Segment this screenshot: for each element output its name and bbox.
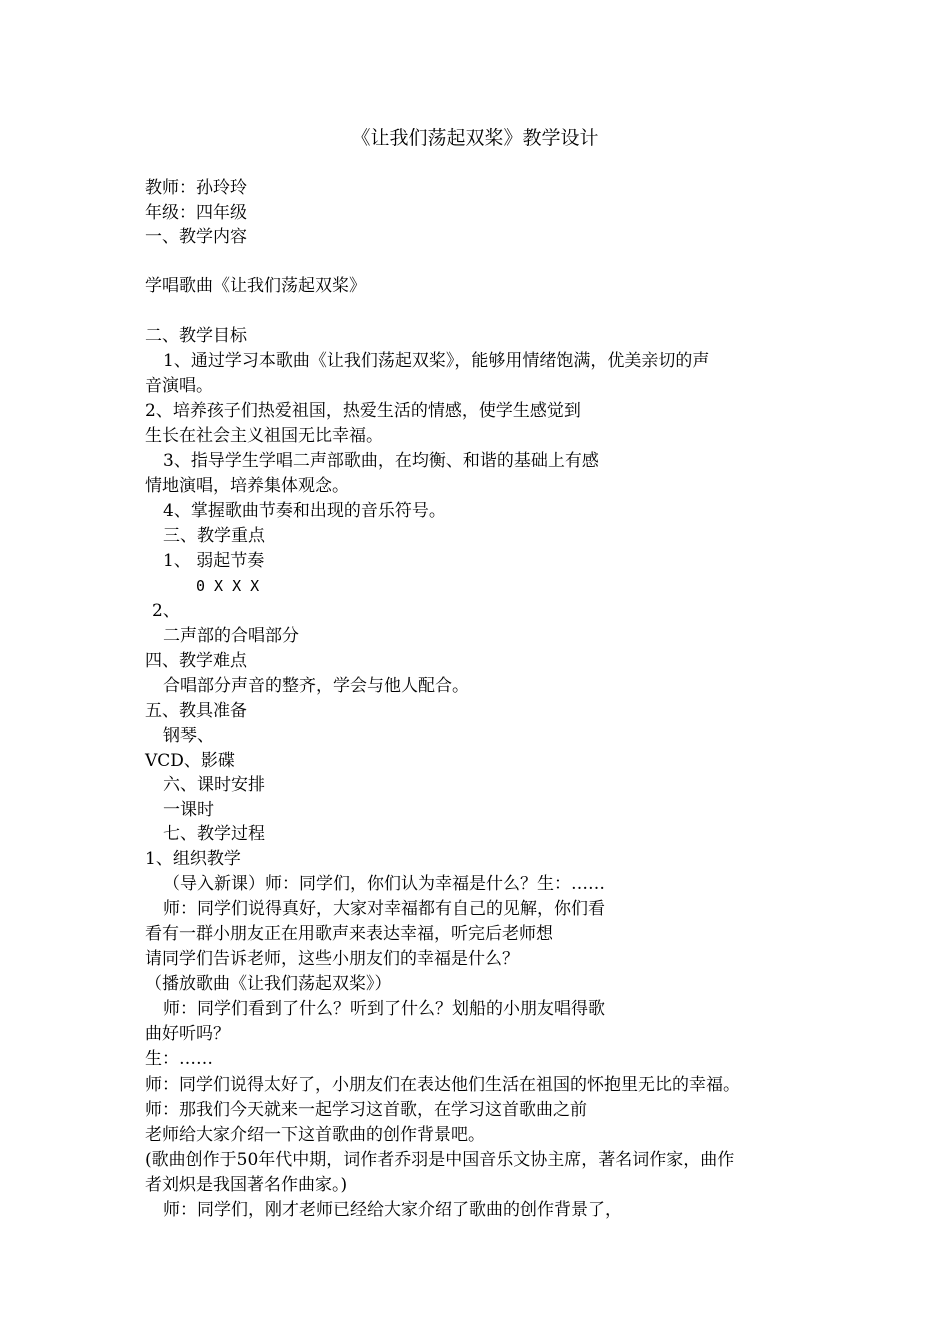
text-line: 师：同学们，刚才老师已经给大家介绍了歌曲的创作背景了， xyxy=(163,1200,622,1220)
text-line: VCD、影碟 xyxy=(145,751,235,771)
text-line: 音演唱。 xyxy=(145,376,213,396)
text-line: 1、 弱起节奏 xyxy=(163,551,265,571)
text-line: 1、组织教学 xyxy=(145,849,241,869)
text-line: 者刘炽是我国著名作曲家。) xyxy=(145,1175,348,1195)
text-line: 师：同学们说得真好，大家对幸福都有自己的见解，你们看 xyxy=(163,899,605,919)
section-heading-difficulties: 四、教学难点 xyxy=(145,651,247,671)
text-line: 学唱歌曲《让我们荡起双桨》 xyxy=(145,276,366,296)
text-line: 师：同学们说得太好了，小朋友们在表达他们生活在祖国的怀抱里无比的幸福。 xyxy=(145,1075,740,1095)
text-line: 合唱部分声音的整齐，学会与他人配合。 xyxy=(163,676,469,696)
section-heading-goals: 二、教学目标 xyxy=(145,326,247,346)
text-line: （播放歌曲《让我们荡起双桨》） xyxy=(145,974,392,994)
text-line: 曲好听吗？ xyxy=(145,1024,230,1044)
text-line: 请同学们告诉老师，这些小朋友们的幸福是什么？ xyxy=(145,949,519,969)
text-line: 师：那我们今天就来一起学习这首歌，在学习这首歌曲之前 xyxy=(145,1100,587,1120)
text-line: 4、掌握歌曲节奏和出现的音乐符号。 xyxy=(163,501,446,521)
rhythm-notation: 0 X X X xyxy=(196,577,260,595)
text-line: 看有一群小朋友正在用歌声来表达幸福，听完后老师想 xyxy=(145,924,553,944)
text-line: (歌曲创作于50年代中期，词作者乔羽是中国音乐文协主席，著名词作家，曲作 xyxy=(145,1150,735,1170)
text-line: 钢琴、 xyxy=(163,726,214,746)
text-line: 1、通过学习本歌曲《让我们荡起双桨》，能够用情绪饱满，优美亲切的声 xyxy=(163,351,710,371)
section-heading-schedule: 六、课时安排 xyxy=(163,775,265,795)
section-heading-process: 七、教学过程 xyxy=(163,824,265,844)
text-line: 2、 xyxy=(152,601,180,621)
text-line: 2、培养孩子们热爱祖国，热爱生活的情感，使学生感觉到 xyxy=(145,401,581,421)
text-line: 一课时 xyxy=(163,800,214,820)
section-heading-key-points: 三、教学重点 xyxy=(163,526,265,546)
text-line: （导入新课）师：同学们，你们认为幸福是什么？生：…… xyxy=(163,874,605,894)
text-line: 情地演唱，培养集体观念。 xyxy=(145,476,349,496)
text-line: 二声部的合唱部分 xyxy=(163,626,299,646)
text-line-teacher: 教师：孙玲玲 xyxy=(145,178,247,198)
text-line: 师：同学们看到了什么？听到了什么？划船的小朋友唱得歌 xyxy=(163,999,605,1019)
text-line: 3、指导学生学唱二声部歌曲，在均衡、和谐的基础上有感 xyxy=(163,451,599,471)
section-heading-content: 一、教学内容 xyxy=(145,227,247,247)
text-line-grade: 年级：四年级 xyxy=(145,203,247,223)
document-title: 《让我们荡起双桨》教学设计 xyxy=(351,127,599,149)
text-line: 老师给大家介绍一下这首歌曲的创作背景吧。 xyxy=(145,1125,485,1145)
text-line: 生长在社会主义祖国无比幸福。 xyxy=(145,426,383,446)
section-heading-materials: 五、教具准备 xyxy=(145,701,247,721)
text-line: 生：…… xyxy=(145,1049,213,1069)
